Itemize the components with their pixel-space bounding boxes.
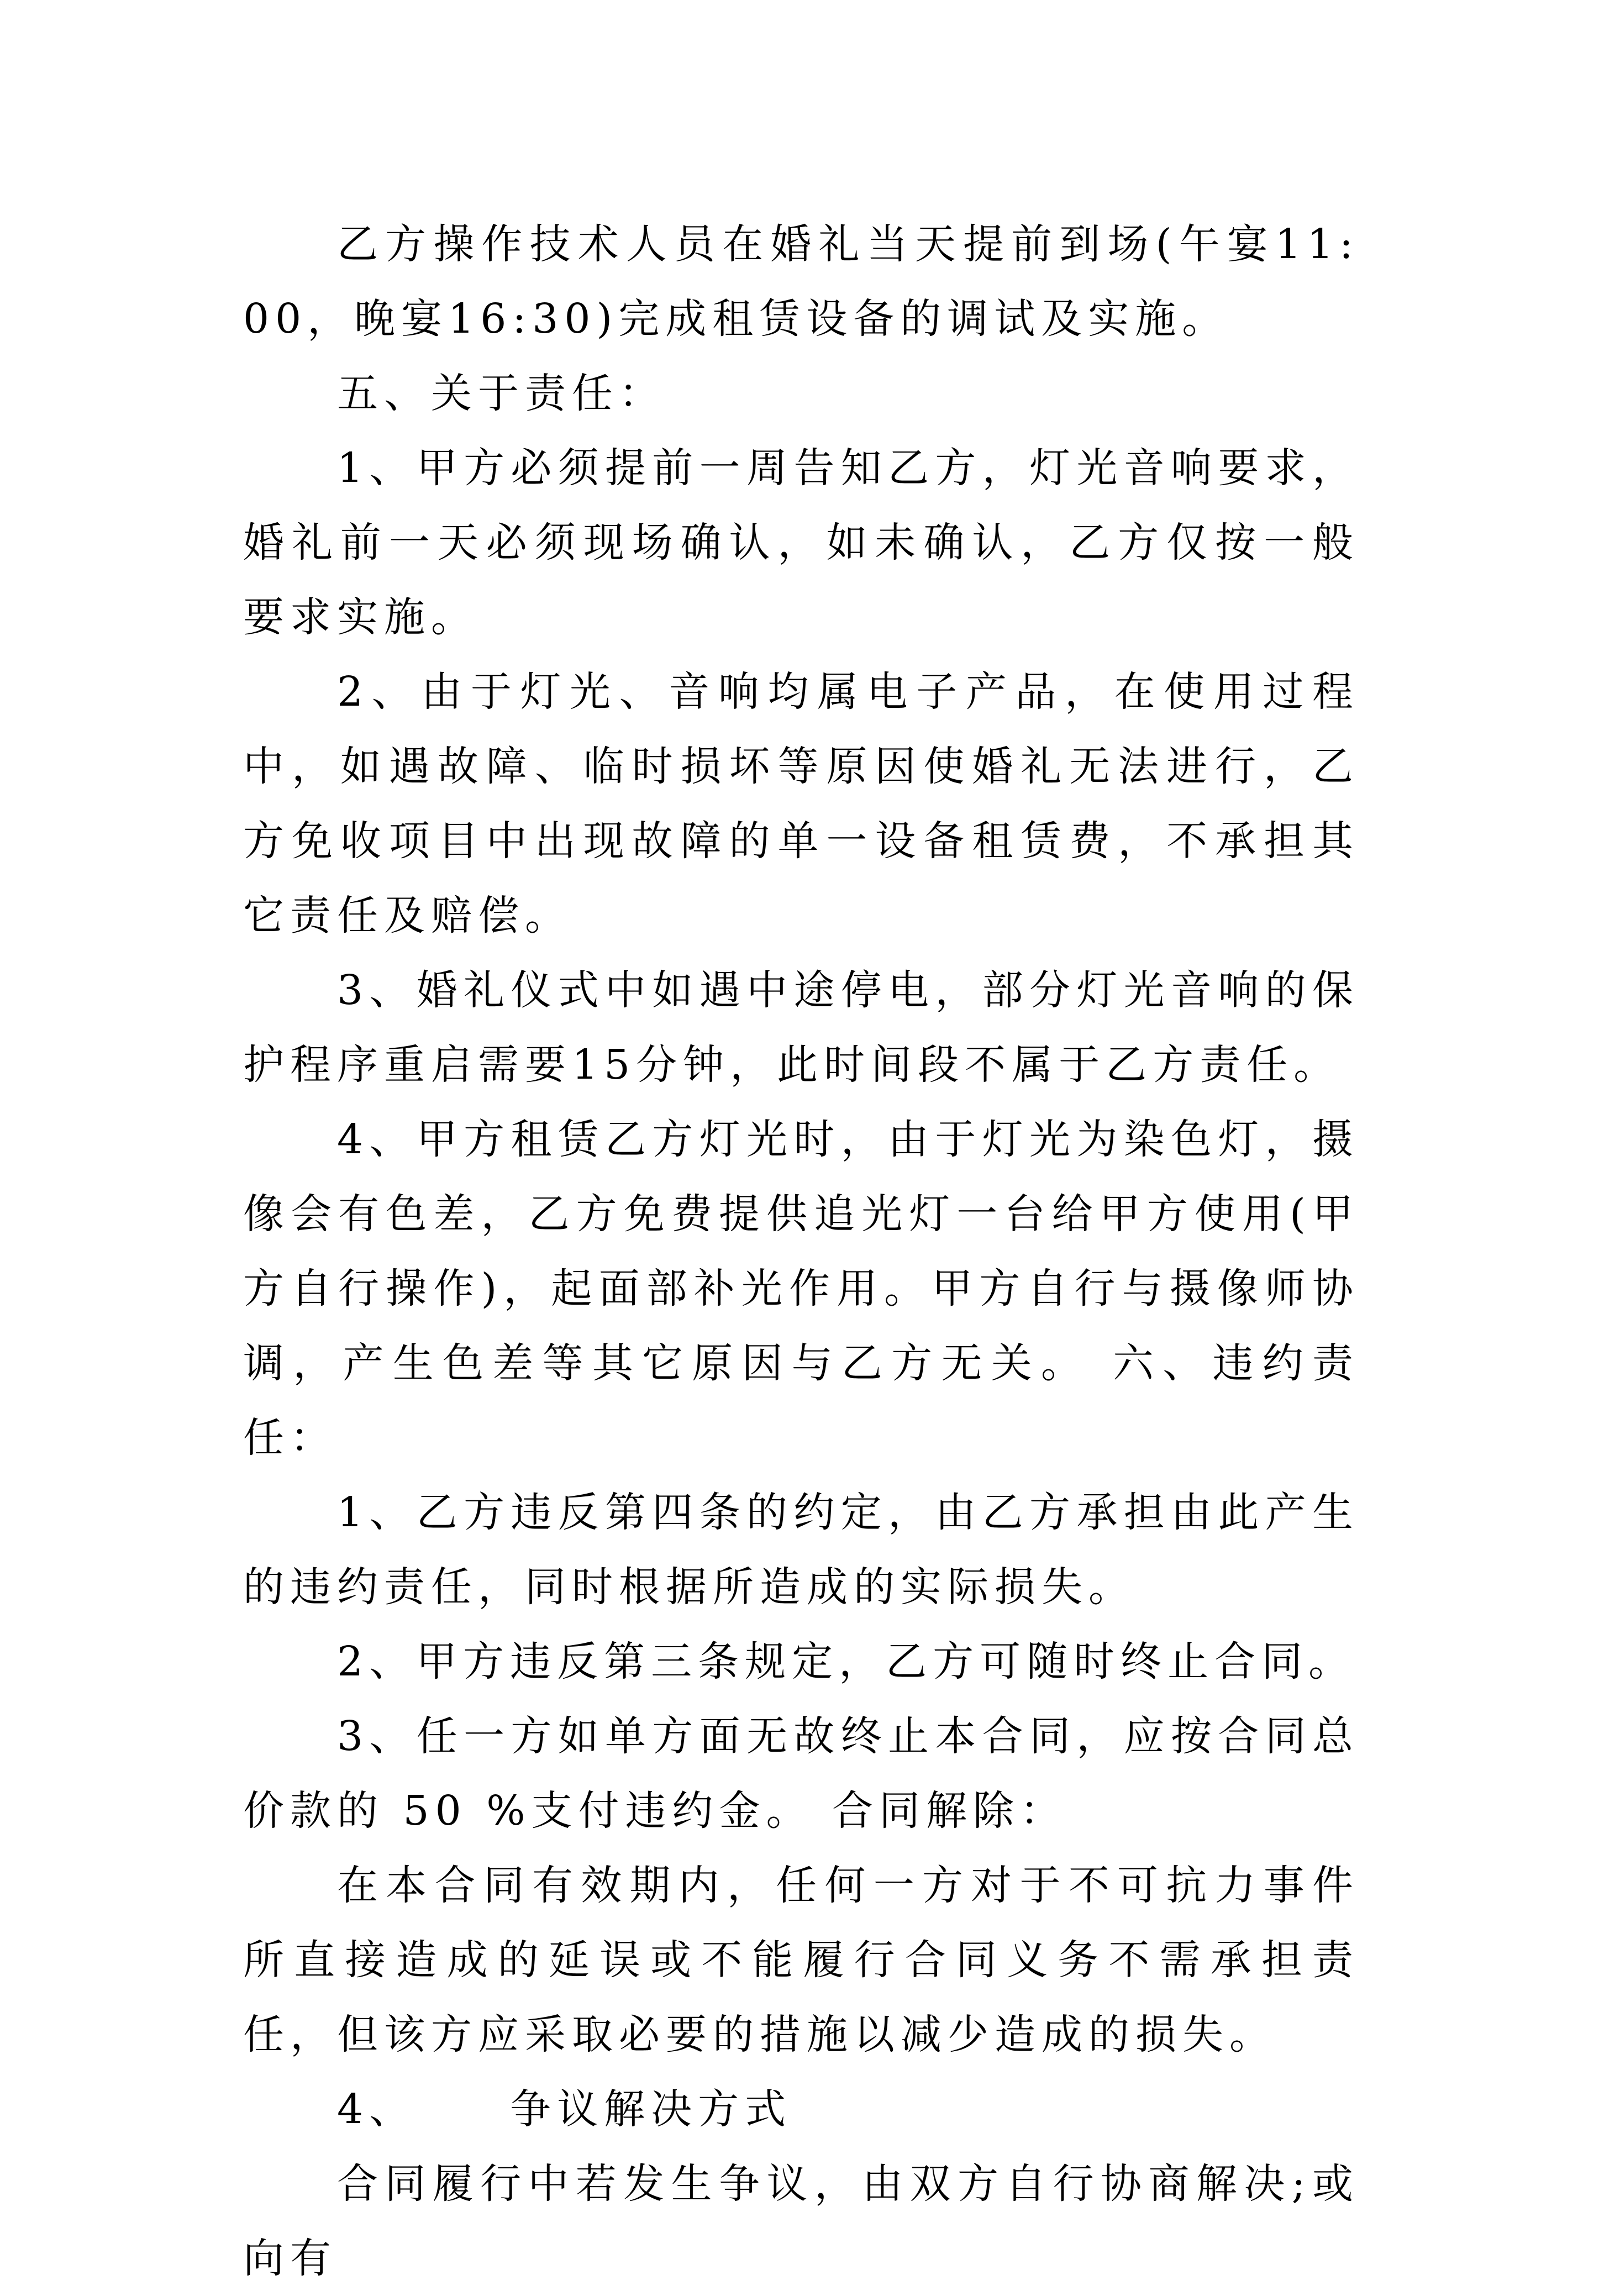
section-number: 4、 (337, 2085, 417, 2133)
paragraph-responsibility-4: 4、甲方租赁乙方灯光时，由于灯光为染色灯，摄像会有色差，乙方免费提供追光灯一台给甲方使用(甲方自行操作)，起面部补光作用。甲方自行与摄像师协调，产生色差等其它原因与乙方无关。 六、违约责任： (243, 1116, 1359, 1462)
paragraph-technician-arrival: 乙方操作技术人员在婚礼当天提前到场(午宴11:00，晚宴16:30)完成租赁设备的调试及实施。 (243, 220, 1359, 343)
paragraph-breach-2: 2、甲方违反第三条规定，乙方可随时终止合同。 (337, 1638, 1356, 1685)
section-title: 争议解决方式 (510, 2085, 792, 2133)
paragraph-force-majeure: 在本合同有效期内，任何一方对于不可抗力事件所直接造成的延误或不能履行合同义务不需承担责任，但该方应采取必要的措施以减少造成的损失。 (243, 1862, 1359, 2058)
paragraph-responsibility-3: 3、婚礼仪式中如遇中途停电，部分灯光音响的保护程序重启需要15分钟，此时间段不属于乙方责任。 (243, 966, 1359, 1089)
paragraph-responsibility-1: 1、甲方必须提前一周告知乙方，灯光音响要求，婚礼前一天必须现场确认，如未确认，乙方仅按一般要求实施。 (243, 444, 1359, 641)
heading-responsibility: 五、关于责任： (337, 370, 666, 417)
contract-body (243, 207, 1359, 2296)
paragraph-dispute-resolution: 合同履行中若发生争议，由双方自行协商解决;或向有 (243, 2160, 1359, 2282)
paragraph-breach-3: 3、任一方如单方面无故终止本合同，应按合同总价款的 50 %支付违约金。 合同解除： (243, 1712, 1359, 1835)
paragraph-responsibility-2: 2、由于灯光、音响均属电子产品，在使用过程中，如遇故障、临时损坏等原因使婚礼无法进行，乙方免收项目中出现故障的单一设备租赁费，不承担其它责任及赔偿。 (243, 668, 1359, 939)
paragraph-breach-1: 1、乙方违反第四条的约定，由乙方承担由此产生的违约责任，同时根据所造成的实际损失。 (243, 1489, 1359, 1611)
heading-dispute-resolution (243, 2072, 1359, 2147)
